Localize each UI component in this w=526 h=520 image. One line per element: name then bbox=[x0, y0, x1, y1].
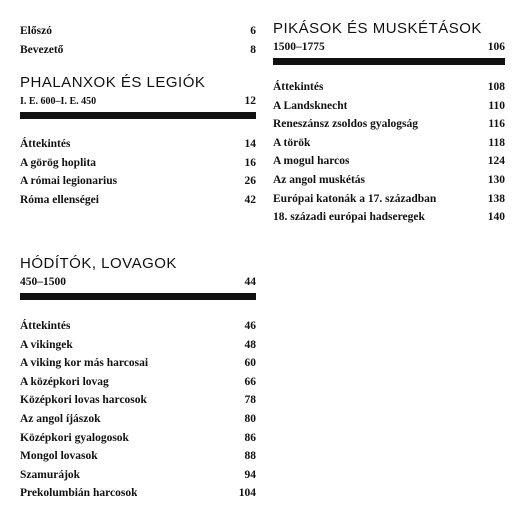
toc-entry[interactable] bbox=[20, 410, 256, 429]
section-period: 1500–1775 bbox=[273, 41, 325, 53]
section-phalanx bbox=[20, 73, 256, 209]
toc-entry[interactable] bbox=[20, 336, 256, 355]
toc-entry-label: A vikingek bbox=[20, 338, 73, 351]
toc-entry-page: 110 bbox=[488, 99, 505, 112]
toc-entry[interactable] bbox=[273, 190, 505, 209]
toc-entry-label: Az angol muskétás bbox=[273, 173, 366, 186]
section-period-row[interactable] bbox=[20, 93, 256, 109]
section-page: 106 bbox=[487, 41, 505, 53]
toc-entry[interactable] bbox=[20, 373, 256, 392]
toc-entry-label: A Landsknecht bbox=[273, 99, 348, 112]
section-page: 44 bbox=[244, 276, 256, 288]
toc-entry-page: 138 bbox=[487, 192, 505, 205]
toc-entry[interactable] bbox=[20, 154, 256, 173]
toc-entry-page: 8 bbox=[250, 43, 256, 56]
toc-entry-page: 86 bbox=[244, 431, 256, 444]
toc-entry-page: 116 bbox=[488, 118, 505, 131]
toc-entry-page: 14 bbox=[244, 138, 256, 150]
toc-entry-page: 88 bbox=[244, 450, 256, 463]
toc-entry-page: 78 bbox=[244, 394, 256, 407]
toc-entry-page: 46 bbox=[244, 320, 256, 332]
toc-entry[interactable] bbox=[20, 447, 256, 466]
toc-entry[interactable] bbox=[20, 429, 256, 448]
toc-entry-label: Előszó bbox=[20, 25, 52, 37]
section-title: PIKÁSOK ÉS MUSKÉTÁSOK bbox=[273, 20, 482, 37]
toc-entry[interactable] bbox=[273, 171, 505, 190]
toc-entry-page: 80 bbox=[244, 412, 256, 425]
toc-entry-page: 94 bbox=[244, 468, 256, 481]
section-pikes bbox=[273, 19, 505, 227]
section-page: 12 bbox=[244, 95, 256, 107]
section-conquerors bbox=[20, 254, 256, 503]
toc-entry-label: A török bbox=[273, 136, 311, 149]
toc-entry[interactable] bbox=[20, 135, 256, 154]
toc-entry-label: A görög hoplita bbox=[20, 156, 97, 169]
toc-entry[interactable] bbox=[20, 466, 256, 485]
toc-entry[interactable] bbox=[273, 115, 505, 134]
toc-entry-label: Bevezető bbox=[20, 43, 64, 56]
toc-entry-label: A római legionarius bbox=[20, 175, 118, 188]
toc-entry-page: 108 bbox=[487, 81, 505, 93]
toc-entry-label: 18. századi európai hadseregek bbox=[273, 211, 425, 224]
toc-entry-label: Mongol lovasok bbox=[20, 450, 98, 463]
toc-entry-page: 60 bbox=[244, 357, 256, 370]
section-divider-bar bbox=[20, 112, 256, 119]
toc-entry-label: Európai katonák a 17. században bbox=[273, 192, 437, 205]
section-period-row[interactable] bbox=[273, 39, 505, 55]
toc-entry[interactable] bbox=[20, 191, 256, 210]
toc-entry-label: A középkori lovag bbox=[20, 375, 109, 388]
toc-entry-page: 48 bbox=[244, 338, 256, 351]
toc-entry[interactable] bbox=[273, 78, 505, 97]
toc-entry-page: 124 bbox=[487, 155, 505, 168]
toc-entry-label: Középkori lovas harcosok bbox=[20, 394, 147, 407]
toc-entry[interactable] bbox=[20, 317, 256, 336]
toc-entry-label: Róma ellenségei bbox=[20, 193, 99, 206]
toc-entry-label: A viking kor más harcosai bbox=[20, 357, 149, 370]
toc-entry-label: Reneszánsz zsoldos gyalogság bbox=[273, 118, 419, 131]
toc-entry-page: 42 bbox=[244, 193, 256, 206]
toc-entry-eloszo[interactable] bbox=[20, 22, 256, 41]
toc-entry-label: Áttekintés bbox=[20, 320, 71, 332]
toc-entry[interactable] bbox=[20, 172, 256, 191]
toc-entry[interactable] bbox=[273, 134, 505, 153]
toc-entry-label: Áttekintés bbox=[20, 138, 71, 150]
toc-entry-page: 26 bbox=[244, 175, 256, 188]
toc-entry-label: Áttekintés bbox=[273, 81, 324, 93]
toc-entry-page: 140 bbox=[487, 211, 505, 224]
section-title: HÓDÍTÓK, LOVAGOK bbox=[20, 255, 177, 272]
toc-entry[interactable] bbox=[20, 354, 256, 373]
section-title: PHALANXOK ÉS LEGIÓK bbox=[20, 74, 206, 91]
front-matter bbox=[20, 22, 256, 59]
toc-entry[interactable] bbox=[20, 484, 256, 503]
toc-entry-bevezeto[interactable] bbox=[20, 41, 256, 60]
toc-entry[interactable] bbox=[273, 97, 505, 116]
toc-entry-label: A mogul harcos bbox=[273, 155, 350, 168]
toc-entry[interactable] bbox=[20, 391, 256, 410]
toc-entry-label: Szamurájok bbox=[20, 468, 81, 481]
toc-entry[interactable] bbox=[273, 208, 505, 227]
section-period: I. E. 600–I. E. 450 bbox=[20, 96, 97, 107]
toc-entry-page: 16 bbox=[244, 156, 256, 169]
section-period: 450–1500 bbox=[20, 276, 66, 288]
section-divider-bar bbox=[273, 58, 505, 65]
toc-entry-page: 66 bbox=[244, 375, 256, 388]
toc-entry-page: 118 bbox=[488, 136, 505, 149]
toc-entry-label: Középkori gyalogosok bbox=[20, 431, 129, 444]
toc-entry-page: 104 bbox=[238, 487, 256, 500]
toc-entry-label: Az angol íjászok bbox=[20, 412, 101, 425]
toc-entry-page: 130 bbox=[487, 173, 505, 186]
toc-entry-page: 6 bbox=[250, 25, 256, 37]
section-divider-bar bbox=[20, 293, 256, 300]
section-period-row[interactable] bbox=[20, 274, 256, 290]
toc-entry-label: Prekolumbián harcosok bbox=[20, 487, 138, 500]
toc-entry[interactable] bbox=[273, 152, 505, 171]
